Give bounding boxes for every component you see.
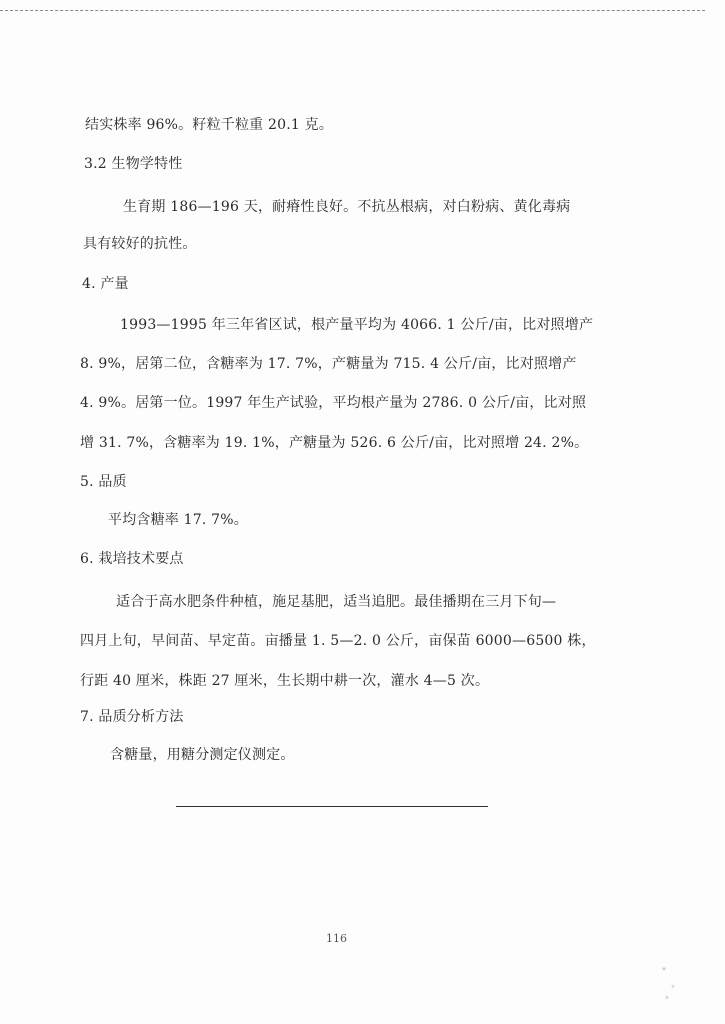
paragraph-line: 含糖量，用糖分测定仪测定。 bbox=[110, 747, 295, 763]
section-heading-4: 4. 产量 bbox=[82, 276, 129, 292]
section-heading-3-2: 3.2 生物学特性 bbox=[84, 156, 183, 172]
scan-top-edge bbox=[0, 10, 705, 11]
paragraph-line: 4. 9%。居第一位。1997 年生产试验，平均根产量为 2786. 0 公斤/亩，比对照 bbox=[80, 395, 587, 411]
page-number: 116 bbox=[326, 932, 347, 945]
paragraph-line: 适合于高水肥条件种植，施足基肥，适当追肥。最佳播期在三月下旬— bbox=[116, 594, 557, 610]
end-of-text-rule bbox=[176, 806, 488, 807]
paragraph-line: 8. 9%，居第二位，含糖率为 17. 7%，产糖量为 715. 4 公斤/亩，比对照增产 bbox=[80, 356, 577, 372]
section-heading-5: 5. 品质 bbox=[80, 474, 127, 490]
paragraph-line: 1993—1995 年三年省区试，根产量平均为 4066. 1 公斤/亩，比对照增产 bbox=[120, 317, 594, 333]
paragraph-line: 平均含糖率 17. 7%。 bbox=[108, 512, 248, 528]
paragraph-line: 生育期 186—196 天，耐瘠性良好。不抗丛根病，对白粉病、黄化毒病 bbox=[123, 199, 571, 215]
section-heading-7: 7. 品质分析方法 bbox=[80, 709, 184, 725]
section-heading-6: 6. 栽培技术要点 bbox=[80, 551, 184, 567]
paragraph-line: 增 31. 7%，含糖率为 19. 1%，产糖量为 526. 6 公斤/亩，比对照增 24. 2%。 bbox=[80, 435, 589, 451]
text-line: 结实株率 96%。籽粒千粒重 20.1 克。 bbox=[85, 117, 334, 133]
paragraph-line: 行距 40 厘米，株距 27 厘米，生长期中耕一次，灌水 4—5 次。 bbox=[80, 673, 490, 689]
paragraph-line: 具有较好的抗性。 bbox=[83, 236, 197, 252]
paragraph-line: 四月上旬，早间苗、早定苗。亩播量 1. 5—2. 0 公斤，亩保苗 6000—6500 株， bbox=[80, 633, 596, 649]
scan-noise-mark bbox=[655, 960, 685, 1004]
